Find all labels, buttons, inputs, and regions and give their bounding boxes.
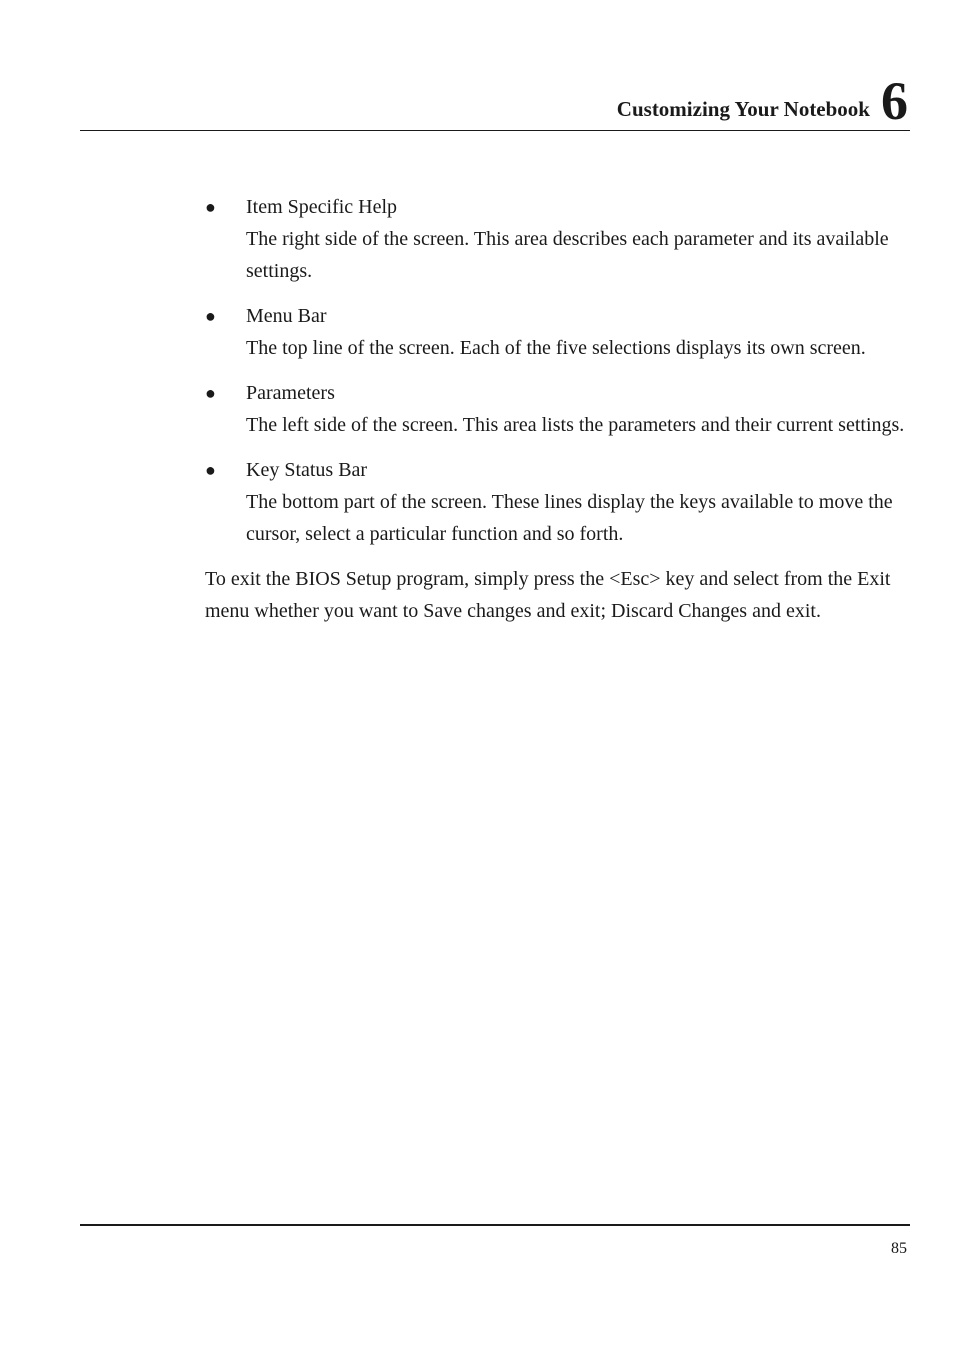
header-rule (80, 130, 910, 131)
exit-paragraph: To exit the BIOS Setup program, simply press the <Esc> key and select from the Exit menu whether you want to Save changes and exit; Discard Changes and exit. (205, 568, 891, 622)
bullet-description: The top line of the screen. Each of the five selections displays its own screen. (246, 337, 866, 359)
page-body (205, 191, 905, 627)
page-number: 85 (891, 1240, 907, 1257)
bullet-icon: ● (205, 383, 216, 403)
bullet-title: Item Specific Help (246, 196, 398, 218)
bullet-title: Menu Bar (246, 305, 327, 327)
bullet-title: Parameters (246, 382, 335, 404)
page-header (80, 60, 910, 130)
chapter-title: Customizing Your Notebook (616, 97, 870, 121)
bullet-description: The left side of the screen. This area lists the parameters and their current settings. (246, 414, 905, 436)
chapter-number: 6 (881, 71, 908, 131)
bullet-item-item-specific-help (205, 191, 905, 287)
bullet-description: The right side of the screen. This area describes each parameter and its available settings. (246, 228, 889, 282)
bullet-icon: ● (205, 306, 216, 326)
footer-rule (80, 1224, 910, 1226)
bullet-title: Key Status Bar (246, 459, 368, 481)
bullet-item-menu-bar (205, 300, 905, 364)
bullet-item-parameters (205, 377, 905, 441)
bullet-description: The bottom part of the screen. These lines display the keys available to move the cursor, select a particular function and so forth. (246, 491, 893, 545)
bullet-item-key-status-bar (205, 454, 905, 550)
bullet-icon: ● (205, 197, 216, 217)
bullet-list (205, 191, 905, 550)
bullet-icon: ● (205, 460, 216, 480)
